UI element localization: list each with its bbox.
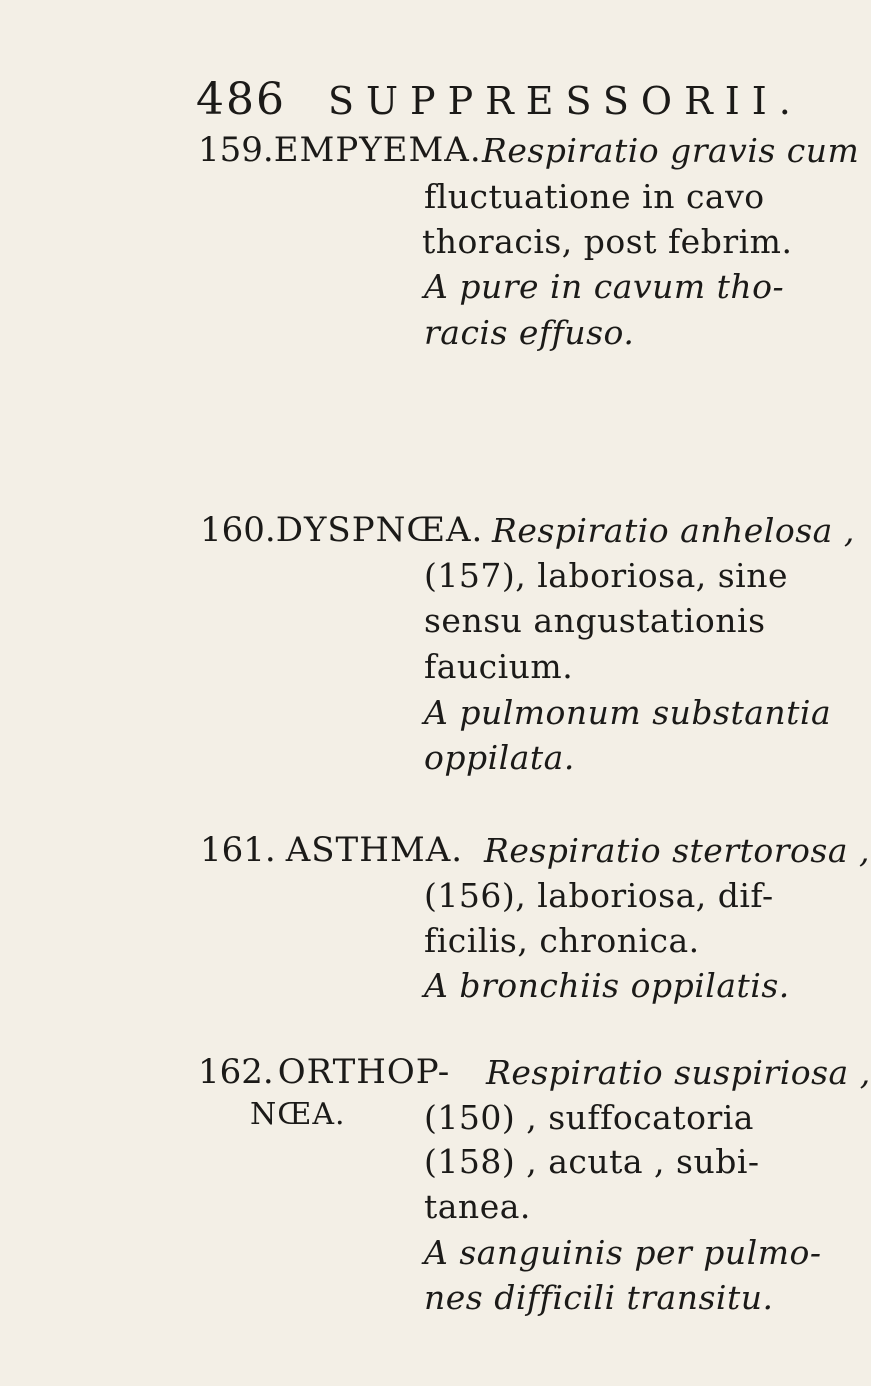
description-line: Respiratio gravis cum bbox=[482, 131, 860, 170]
description-line: fluctuatione in cavo bbox=[424, 177, 765, 216]
description-line: Respiratio stertorosa , bbox=[484, 831, 870, 870]
entry-heading bbox=[200, 510, 483, 550]
cause-line: racis effuso. bbox=[424, 313, 635, 352]
description-line: faucium. bbox=[424, 647, 574, 686]
entry-heading bbox=[198, 1052, 450, 1092]
disease-name-continuation bbox=[250, 1097, 346, 1132]
description-line: (150) , suffocatoria bbox=[424, 1098, 754, 1137]
cause-line: oppilata. bbox=[424, 738, 575, 777]
cause-line: A pulmonum substantia bbox=[424, 693, 832, 732]
running-header bbox=[196, 74, 803, 125]
entry-number: 160. bbox=[200, 510, 276, 550]
cause-line: nes difficili transitu. bbox=[424, 1278, 774, 1317]
entry-number: 162. bbox=[198, 1052, 274, 1092]
description-line: (158) , acuta , subi- bbox=[424, 1142, 760, 1181]
disease-name: ORTHOP- bbox=[277, 1052, 451, 1092]
entry-heading bbox=[200, 830, 463, 870]
disease-name: DYSPNŒA. bbox=[275, 510, 484, 550]
description-line: ficilis, chronica. bbox=[424, 921, 700, 960]
description-line: tanea. bbox=[424, 1187, 531, 1226]
page-number: 486 bbox=[196, 74, 286, 125]
cause-line: A bronchiis oppilatis. bbox=[424, 966, 790, 1005]
description-line: sensu angustationis bbox=[424, 601, 766, 640]
cause-line: A pure in cavum tho- bbox=[424, 267, 785, 306]
disease-name-cont: NŒA. bbox=[250, 1097, 346, 1132]
description-line: (157), laboriosa, sine bbox=[424, 556, 788, 595]
entry-number: 159. bbox=[198, 130, 274, 170]
disease-name: EMPYEMA. bbox=[273, 130, 482, 170]
running-title: SUPPRESSORII. bbox=[327, 79, 803, 123]
cause-line: A sanguinis per pulmo- bbox=[424, 1233, 822, 1272]
description-line: thoracis, post febrim. bbox=[422, 222, 793, 261]
disease-name: ASTHMA. bbox=[285, 830, 464, 870]
entry-number: 161. bbox=[200, 830, 276, 870]
entry-heading bbox=[198, 130, 482, 170]
description-line: Respiratio anhelosa , bbox=[492, 511, 855, 550]
description-line: Respiratio suspiriosa , bbox=[486, 1053, 871, 1092]
description-word bbox=[482, 131, 859, 170]
description-line: (156), laboriosa, dif- bbox=[424, 876, 774, 915]
